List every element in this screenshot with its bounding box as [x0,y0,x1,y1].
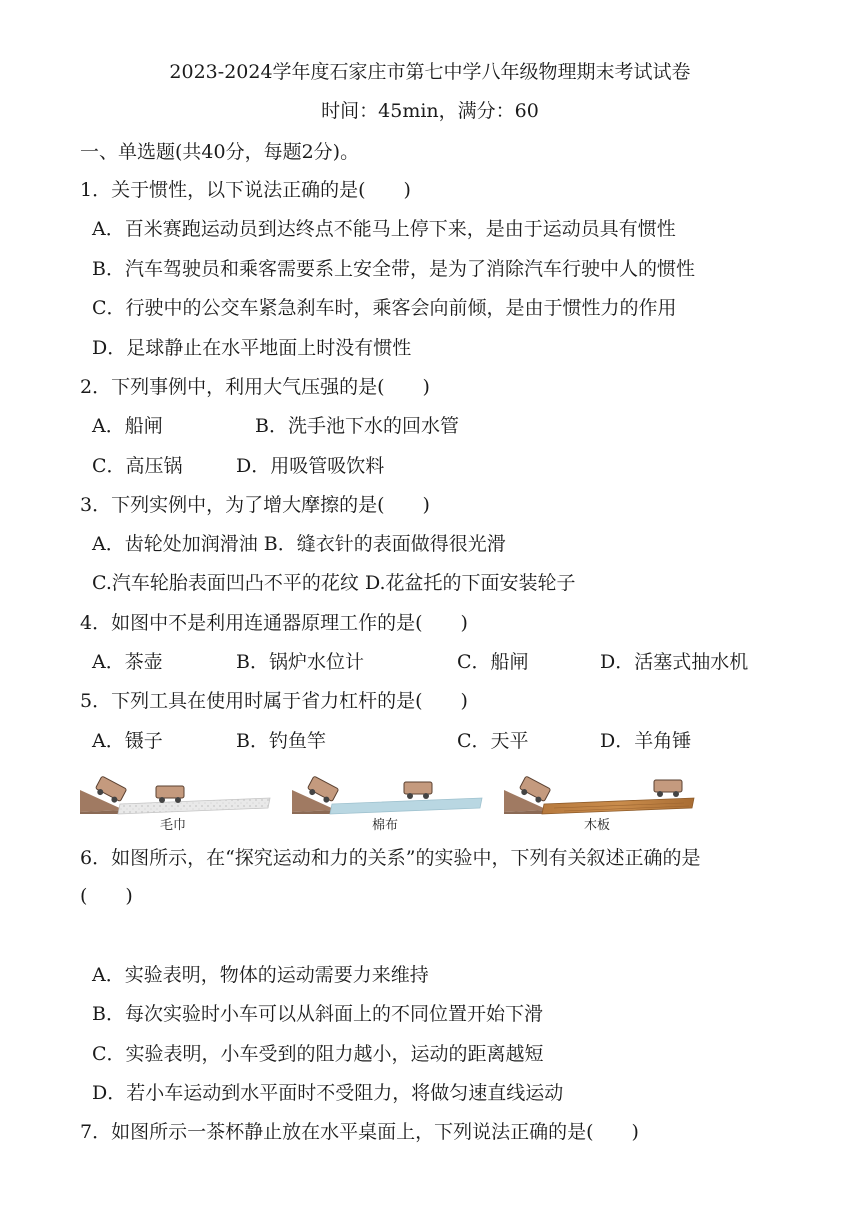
question-2-option-d: D．用吸管吸饮料 [236,455,385,477]
ramp-cotton [292,776,482,814]
question-4-option-a: A．茶壶 [92,651,163,673]
question-6-option-b: B．每次实验时小车可以从斜面上的不同位置开始下滑 [92,1003,543,1025]
figure-label-towel: 毛巾 [160,818,187,833]
question-1-stem: 1．关于惯性，以下说法正确的是( ) [80,179,411,201]
question-5-option-c: C．天平 [457,730,529,752]
question-2-option-c: C．高压锅 [92,455,183,477]
question-1-option-c: C．行驶中的公交车紧急刹车时，乘客会向前倾，是由于惯性力的作用 [92,297,677,319]
question-5-option-a: A．镊子 [92,730,163,752]
ramp-illustrations [80,762,695,818]
question-3-options-cd: C.汽车轮胎表面凹凸不平的花纹 D.花盆托的下面安装轮子 [92,572,576,594]
question-4-option-c: C．船闸 [457,651,529,673]
figure-label-cotton: 棉布 [372,818,399,833]
question-2-option-a: A．船闸 [92,415,163,437]
question-1-option-b: B．汽车驾驶员和乘客需要系上安全带，是为了消除汽车行驶中人的惯性 [92,258,695,280]
question-4-option-b: B．锅炉水位计 [236,651,364,673]
question-1-option-a: A．百米赛跑运动员到达终点不能马上停下来，是由于运动员具有惯性 [92,218,676,240]
question-5-option-d: D．羊角锤 [600,730,692,752]
question-6-option-a: A．实验表明，物体的运动需要力来维持 [92,964,429,986]
question-6-stem-parens: ( ) [80,885,133,907]
exam-time-score: 时间：45min，满分：60 [321,100,539,122]
question-3-stem: 3．下列实例中，为了增大摩擦的是( ) [80,494,430,516]
question-5-stem: 5．下列工具在使用时属于省力杠杆的是( ) [80,690,468,712]
question-7-stem: 7．如图所示一茶杯静止放在水平桌面上，下列说法正确的是( ) [80,1121,639,1143]
experiment-figure [80,762,695,840]
ramp-towel [80,776,270,814]
question-2-option-b: B．洗手池下水的回水管 [255,415,459,437]
question-2-stem: 2．下列事例中，利用大气压强的是( ) [80,376,430,398]
section-heading: 一、单选题(共40分，每题2分)。 [80,141,360,163]
question-4-option-d: D．活塞式抽水机 [600,651,749,673]
question-4-stem: 4．如图中不是利用连通器原理工作的是( ) [80,612,468,634]
question-5-option-b: B．钓鱼竿 [236,730,326,752]
question-1-option-d: D．足球静止在水平地面上时没有惯性 [92,337,412,359]
question-3-options-ab: A．齿轮处加润滑油 B．缝衣针的表面做得很光滑 [92,533,506,555]
figure-label-wood: 木板 [584,818,611,833]
exam-title: 2023-2024学年度石家庄市第七中学八年级物理期末考试试卷 [169,61,691,83]
question-6-stem: 6．如图所示，在“探究运动和力的关系”的实验中，下列有关叙述正确的是 [80,847,701,869]
ramp-wood [504,776,694,814]
question-6-option-c: C．实验表明，小车受到的阻力越小，运动的距离越短 [92,1043,544,1065]
question-6-option-d: D．若小车运动到水平面时不受阻力，将做匀速直线运动 [92,1082,564,1104]
